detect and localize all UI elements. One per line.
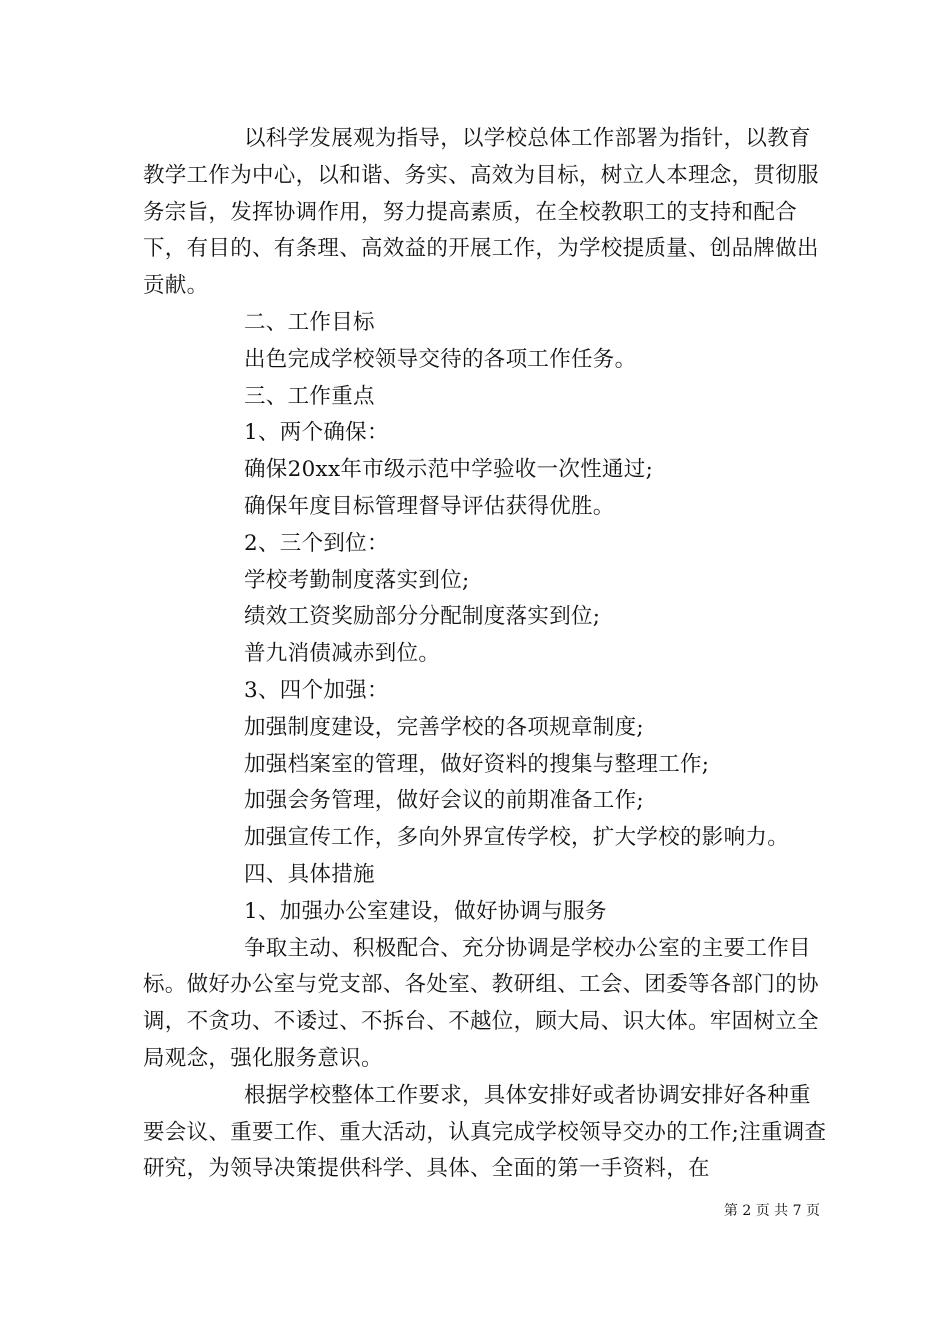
paragraph-arrangements: 根据学校整体工作要求，具体安排好或者协调安排好各种重要会议、重要工作、重大活动，认真完成学校领导交办的工作;注重调查研究，为领导决策提供科学、具体、全面的第一手资料，在 bbox=[143, 1082, 827, 1182]
subheading-three-in-place: 2、三个到位： bbox=[244, 530, 389, 556]
list-item: 加强制度建设，完善学校的各项规章制度; bbox=[244, 714, 644, 740]
page-number-footer: 第 2 页 共 7 页 bbox=[723, 1203, 820, 1219]
paragraph-coordination: 争取主动、积极配合、充分协调是学校办公室的主要工作目标。做好办公室与党支部、各处室、教研组、工会、团委等各部门的协调，不贪功、不诿过、不拆台、不越位，顾大局、识大体。牢固树立全局观念，强化服务意识。 bbox=[143, 935, 819, 1071]
list-item: 确保20xx年市级示范中学验收一次性通过; bbox=[244, 457, 654, 483]
list-item: 学校考勤制度落实到位; bbox=[244, 567, 470, 593]
list-item: 普九消债减赤到位。 bbox=[244, 641, 441, 667]
list-item: 加强会务管理，做好会议的前期准备工作; bbox=[244, 788, 644, 814]
section-heading-work-focus: 三、工作重点 bbox=[244, 383, 375, 409]
subheading-four-strengthen: 3、四个加强： bbox=[244, 677, 389, 703]
list-item: 确保年度目标管理督导评估获得优胜。 bbox=[244, 493, 615, 519]
list-item: 加强档案室的管理，做好资料的搜集与整理工作; bbox=[244, 751, 710, 777]
subheading-office-building: 1、加强办公室建设，做好协调与服务 bbox=[244, 898, 607, 924]
subheading-two-ensures: 1、两个确保： bbox=[244, 420, 389, 446]
document-body bbox=[143, 121, 827, 1188]
list-item: 加强宣传工作，多向外界宣传学校，扩大学校的影响力。 bbox=[244, 825, 790, 851]
paragraph-work-goals: 出色完成学校领导交待的各项工作任务。 bbox=[244, 346, 637, 372]
section-heading-work-goals: 二、工作目标 bbox=[244, 309, 375, 335]
section-heading-measures: 四、具体措施 bbox=[244, 861, 375, 887]
paragraph-guiding-principle: 以科学发展观为指导，以学校总体工作部署为指针，以教育教学工作为中心，以和谐、务实、高效为目标，树立人本理念，贯彻服务宗旨，发挥协调作用，努力提高素质，在全校教职工的支持和配合下，有目的、有条理、高效益的开展工作，为学校提质量、创品牌做出贡献。 bbox=[143, 126, 819, 299]
list-item: 绩效工资奖励部分分配制度落实到位; bbox=[244, 604, 601, 630]
